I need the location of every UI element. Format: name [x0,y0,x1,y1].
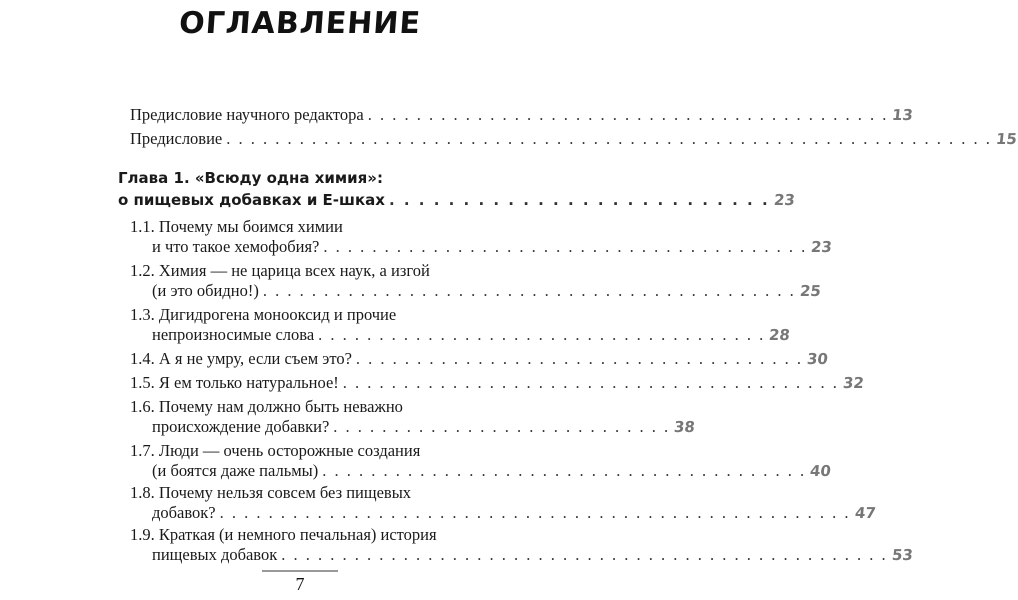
toc-entry-title: 1.8. Почему нельзя совсем без пищевых [130,483,412,502]
dot-leader: . . . . . . . . . . . . . . . . . . . . . . . . . . [388,191,770,209]
toc-page-number: 23 [772,191,796,209]
toc-entry-title-continued: непроизносимые слова [152,325,315,344]
toc-page-number: 53 [890,546,914,564]
toc-page-number: 40 [809,462,832,480]
dot-leader: . . . . . . . . . . . . . . . . . . . . . . . . . . . . . . . . . . . . . . . . . . . [367,105,889,124]
toc-entry-title: Предисловие научного редактора [130,105,364,124]
toc-entry-title-continued: и что такое хемофобия? [152,237,320,256]
toc-page-number: 32 [841,374,865,392]
toc-entry-title-continued: о пищевых добавках и Е-шках [118,191,385,209]
dot-leader: . . . . . . . . . . . . . . . . . . . . . . . . . . . . . . . . . . . . . . . . [323,237,808,256]
dot-leader: . . . . . . . . . . . . . . . . . . . . . . . . . . . . . . . . . . . . . . . . . . . . . . . . . . [281,545,888,564]
toc-entry-title: 1.4. А я не умру, если съем это? [130,349,352,368]
toc-entry-title: 1.6. Почему нам должно быть неважно [130,397,403,416]
toc-page-number: 30 [806,350,829,368]
toc-entry-title-continued: добавок? [152,503,216,522]
toc-entry-title-continued: (и боятся даже пальмы) [152,461,319,480]
footer-rule [262,570,338,572]
toc-entry-title-continued: происхождение добавки? [152,417,330,436]
toc-entry-title: 1.1. Почему мы боимся химии [130,217,343,236]
dot-leader: . . . . . . . . . . . . . . . . . . . . . . . . . . . . [333,417,671,436]
dot-leader: . . . . . . . . . . . . . . . . . . . . . . . . . . . . . . . . . . . . . . . . [322,461,807,480]
dot-leader: . . . . . . . . . . . . . . . . . . . . . . . . . . . . . . . . . . . . . [355,349,804,368]
toc-entry-title: 1.5. Я ем только натуральное! [130,373,339,392]
dot-leader: . . . . . . . . . . . . . . . . . . . . . . . . . . . . . . . . . . . . . [318,325,766,344]
toc-entry-title-continued: (и это обидно!) [152,281,259,300]
toc-entry-title-continued: пищевых добавок [152,545,278,564]
toc-page-number: 47 [853,504,877,522]
toc-page-number: 13 [891,106,915,124]
page-number-folio: 7 [295,574,305,594]
page-title: ОГЛАВЛЕНИЕ [177,6,423,41]
toc-entry-title: Глава 1. «Всюду одна химия»: [118,169,383,187]
toc-page-number: 15 [994,130,1018,148]
toc-entry-title: 1.9. Краткая (и немного печальная) история [130,525,437,544]
dot-leader: . . . . . . . . . . . . . . . . . . . . . . . . . . . . . . . . . . . . . . . . . . . . . . . . . . . . . . . . . . . . . . . [226,129,992,148]
toc-entry-title: 1.2. Химия — не царица всех наук, а изгой [130,261,430,280]
toc-page-number: 28 [768,326,792,344]
toc-page-number: 38 [673,418,696,436]
dot-leader: . . . . . . . . . . . . . . . . . . . . . . . . . . . . . . . . . . . . . . . . . [342,373,839,392]
toc-entry-title: 1.3. Дигидрогена монооксид и прочие [130,305,397,324]
toc-page-number: 23 [810,238,834,256]
toc-entry-title: Предисловие [130,129,223,148]
toc-entry-title: 1.7. Люди — очень осторожные создания [130,441,421,460]
dot-leader: . . . . . . . . . . . . . . . . . . . . . . . . . . . . . . . . . . . . . . . . . . . . [262,281,796,300]
toc-page-number: 25 [798,282,822,300]
dot-leader: . . . . . . . . . . . . . . . . . . . . . . . . . . . . . . . . . . . . . . . . . . . . . . . . . . . . [219,503,851,522]
